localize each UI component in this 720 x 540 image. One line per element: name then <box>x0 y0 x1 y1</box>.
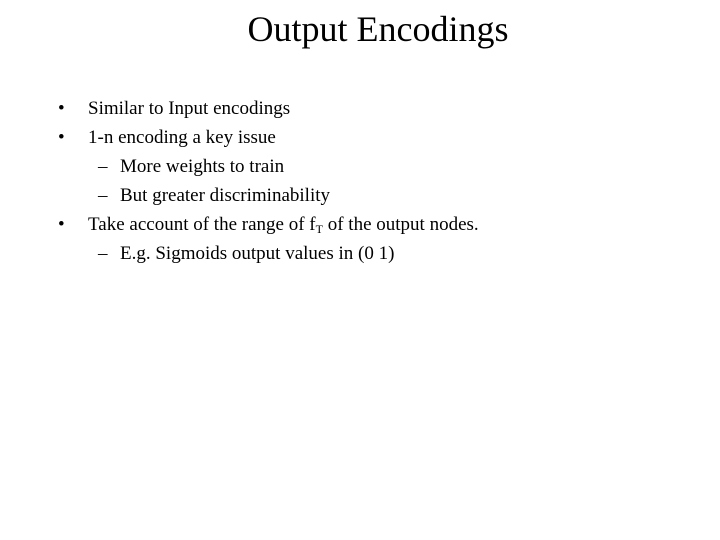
slide-title: Output Encodings <box>247 9 509 49</box>
sub-bullet-item <box>58 239 698 268</box>
bullet-text <box>88 210 479 239</box>
bullet-text: 1-n encoding a key issue <box>88 127 276 148</box>
subscript: T <box>315 222 323 236</box>
bullet-marker: • <box>58 127 65 148</box>
sub-bullet-marker: – <box>98 156 108 177</box>
bullet-text-before: Take account of the range of f <box>88 214 316 235</box>
bullet-text: Similar to Input encodings <box>88 98 291 119</box>
bullet-marker: • <box>58 98 65 119</box>
sub-bullet-text: E.g. Sigmoids output values in (0 1) <box>120 243 395 264</box>
sub-bullet-marker: – <box>98 243 108 264</box>
bullet-item <box>58 210 698 239</box>
sub-bullet-item <box>58 152 698 181</box>
bullet-marker: • <box>58 214 65 235</box>
sub-bullet-marker: – <box>98 185 108 206</box>
sub-bullet-item <box>58 181 698 210</box>
bullet-item <box>58 123 698 152</box>
bullet-list <box>58 94 698 268</box>
bullet-item <box>58 94 698 123</box>
sub-bullet-text: More weights to train <box>120 156 285 177</box>
sub-bullet-text: But greater discriminability <box>120 185 331 206</box>
bullet-text-after: of the output nodes. <box>322 214 479 235</box>
